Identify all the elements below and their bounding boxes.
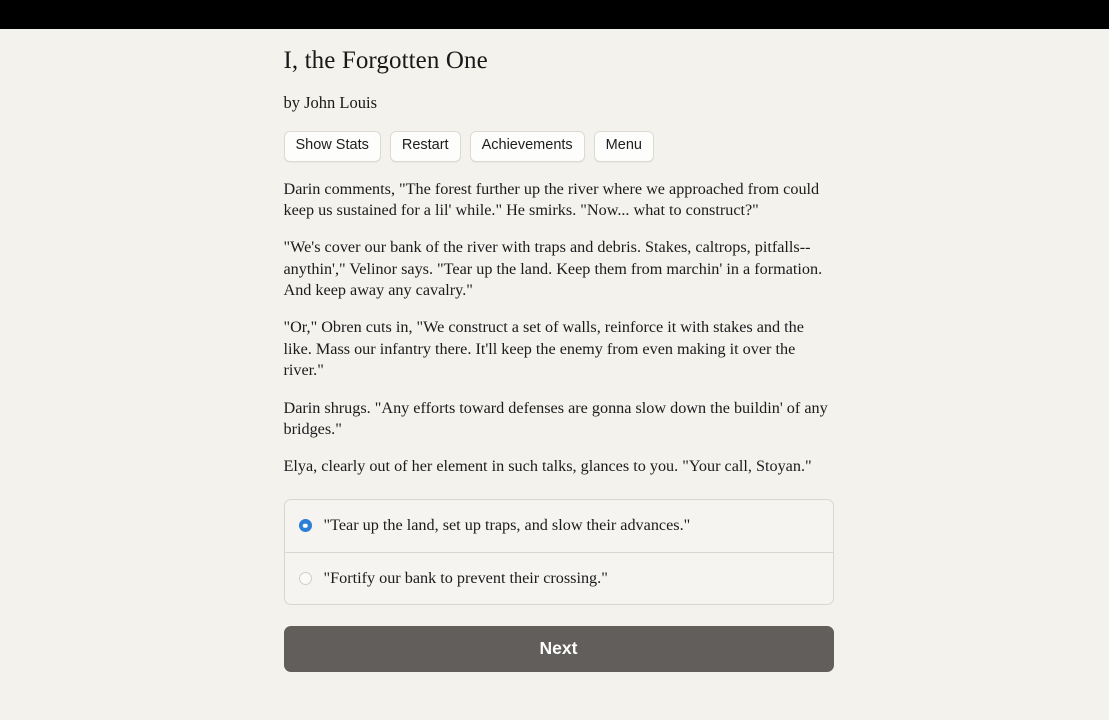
achievements-button[interactable]: Achievements <box>470 131 585 162</box>
menu-button[interactable]: Menu <box>594 131 654 162</box>
story-paragraph: "Or," Obren cuts in, "We construct a set of walls, reinforce it with stakes and the like. Mass our infantry there. It'll keep the enemy from even making it over the river." <box>283 318 804 380</box>
game-toolbar <box>284 131 834 162</box>
radio-selected-icon[interactable] <box>299 519 312 532</box>
show-stats-button[interactable]: Show Stats <box>284 131 381 162</box>
story-paragraph: Darin shrugs. "Any efforts toward defenses are gonna slow down the buildin' of any bridges." <box>283 398 828 438</box>
choice-option-1[interactable] <box>285 500 833 552</box>
author-byline: by John Louis <box>283 93 378 112</box>
story-paragraph: Darin comments, "The forest further up the river where we approached from could keep us sustained for a lil' while." He smirks. "Now... what to construct?" <box>283 179 820 219</box>
game-page <box>0 29 1109 720</box>
story-paragraph: "We's cover our bank of the river with traps and debris. Stakes, caltrops, pitfalls--anythin'," Velinor says. "Tear up the land. Keep them from marchin' in a formation. And keep away any cavalry." <box>283 238 823 300</box>
choice-option-1-label: "Tear up the land, set up traps, and slow their advances." <box>323 516 691 535</box>
radio-unselected-icon[interactable] <box>299 572 312 585</box>
choice-option-2-label: "Fortify our bank to prevent their crossing." <box>323 568 608 587</box>
next-button[interactable]: Next <box>284 626 834 672</box>
choice-option-2[interactable] <box>285 552 833 604</box>
story-paragraph: Elya, clearly out of her element in such talks, glances to you. "Your call, Stoyan." <box>283 457 812 476</box>
story-text <box>284 179 834 478</box>
restart-button[interactable]: Restart <box>390 131 461 162</box>
browser-chrome-bar <box>0 0 1109 29</box>
choice-list <box>284 499 834 605</box>
page-title: I, the Forgotten One <box>283 47 488 74</box>
content-column <box>284 29 834 672</box>
